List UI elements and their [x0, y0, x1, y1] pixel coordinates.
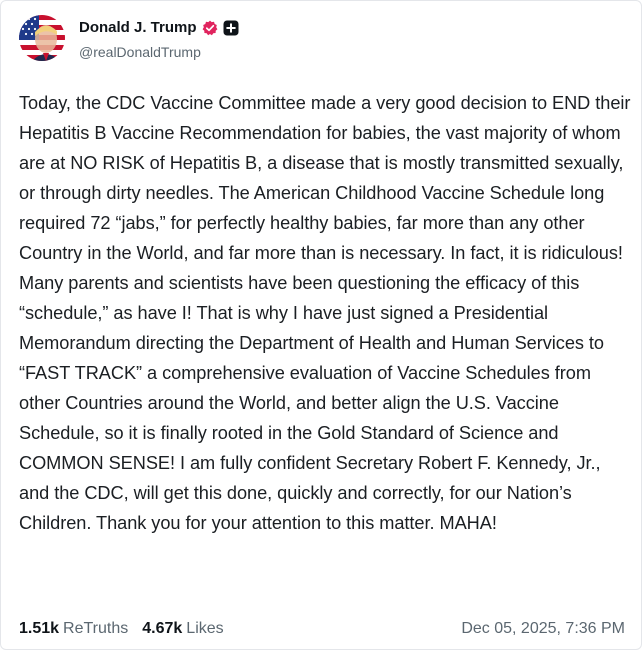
- plus-square-icon: [223, 20, 239, 36]
- post-timestamp[interactable]: Dec 05, 2025, 7:36 PM: [461, 620, 625, 637]
- author-display-name[interactable]: Donald J. Trump: [79, 19, 197, 36]
- post-footer: [19, 620, 625, 638]
- name-row: [79, 17, 239, 39]
- retruths-stat[interactable]: [19, 620, 128, 638]
- likes-stat[interactable]: [142, 620, 223, 638]
- retruths-count: 1.51k: [19, 620, 60, 637]
- verified-badge-icon: [202, 20, 218, 36]
- post-header: [19, 15, 239, 61]
- likes-count: 4.67k: [142, 620, 183, 637]
- author-handle[interactable]: @realDonaldTrump: [79, 43, 201, 60]
- author-names: [79, 17, 239, 60]
- post-text: Today, the CDC Vaccine Committee made a very good decision to END their Hepatitis B Vaccine Recommendation for babies, the vast majority of whom are at NO RISK of Hepatitis B, a disease that is mostly transmitted sexually, or through dirty needles. The American Childhood Vaccine Schedule long required 72 “jabs,” for perfectly healthy babies, far more than any other Country in the World, and far more than is necessary. In fact, it is ridiculous! Many parents and scientists have been questioning the efficacy of this “schedule,” as have I! That is why I have just signed a Presidential Memorandum directing the Department of Health and Human Services to “FAST TRACK” a comprehensive evaluation of Vaccine Schedules from other Countries around the World, and better align the U.S. Vaccine Schedule, so it is finally rooted in the Gold Standard of Science and COMMON SENSE! I am fully confident Secretary Robert F. Kennedy, Jr., and the CDC, will get this done, quickly and correctly, for our Nation’s Children. Thank you for your attention to this matter. MAHA!: [19, 93, 631, 533]
- likes-label: Likes: [186, 620, 224, 637]
- retruths-label: ReTruths: [63, 620, 129, 637]
- flag-portrait-image: [19, 15, 65, 61]
- avatar[interactable]: [19, 15, 65, 61]
